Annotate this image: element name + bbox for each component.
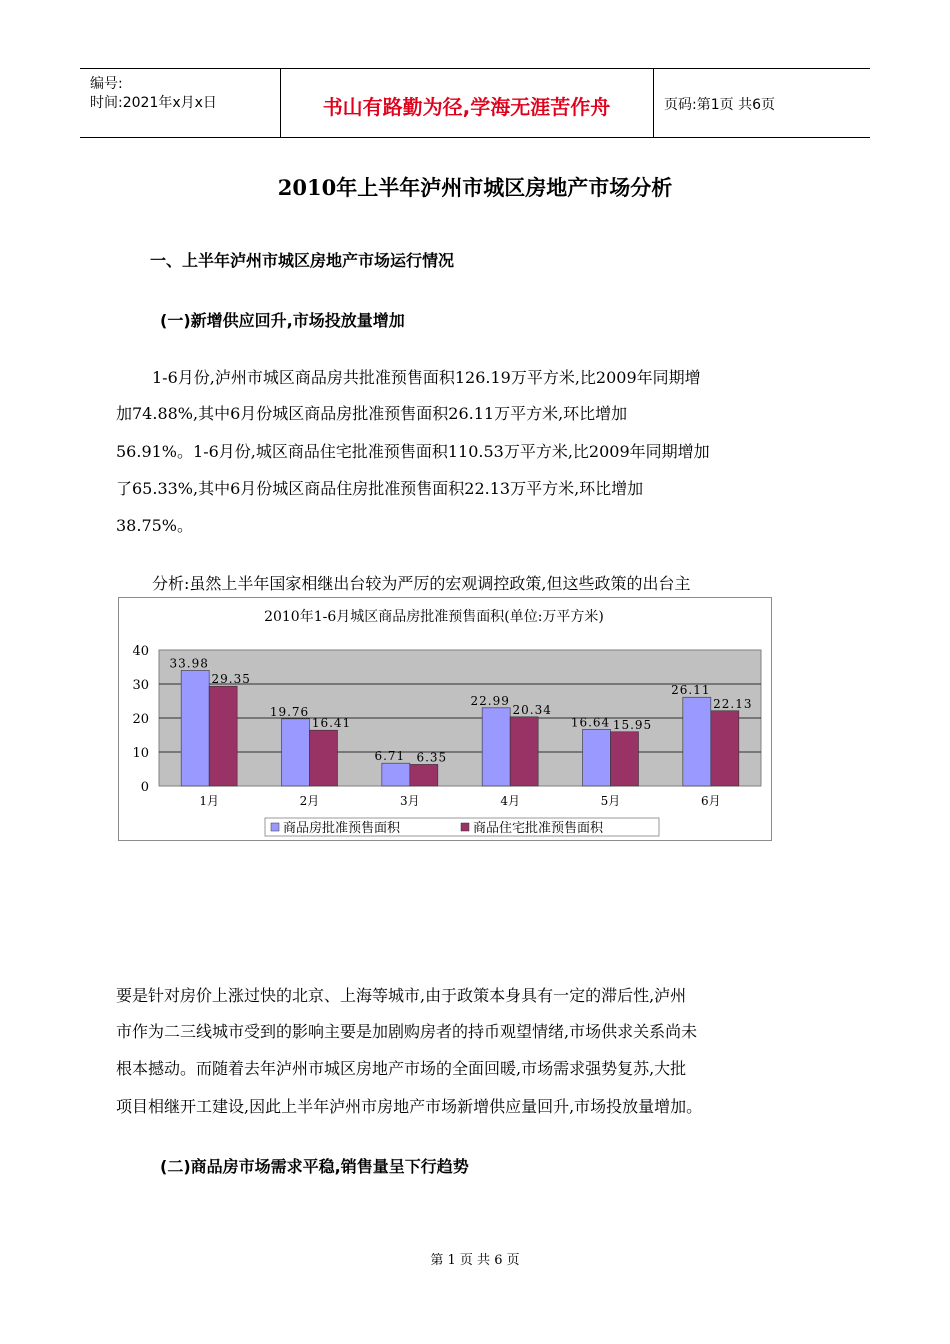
bar [510, 717, 538, 786]
data-label: 16.41 [311, 716, 352, 731]
data-label: 19.76 [269, 704, 310, 719]
paragraph-line: 加74.88%,其中6月份城区商品房批准预售面积26.11万平方米,环比增加 [116, 404, 628, 423]
bar [382, 763, 410, 786]
y-tick-label: 40 [132, 644, 149, 659]
bar [711, 711, 739, 786]
bar [583, 729, 611, 786]
y-tick-label: 20 [132, 712, 149, 727]
x-tick-label: 1月 [199, 794, 219, 808]
data-label: 16.64 [570, 715, 611, 730]
x-tick-label: 2月 [299, 794, 320, 808]
data-label: 6.35 [416, 750, 448, 765]
y-tick-label: 30 [132, 678, 149, 693]
data-label: 29.35 [211, 672, 251, 687]
header-left-cell [80, 69, 281, 137]
data-label: 22.99 [470, 693, 510, 708]
data-label: 6.71 [374, 749, 406, 764]
y-tick-label: 0 [140, 780, 149, 795]
header-motto: 书山有路勤为径,学海无涯苦作舟 [322, 95, 611, 119]
data-label: 22.13 [713, 696, 753, 711]
paragraph-line: 市作为二三线城市受到的影响主要是加剧购房者的持币观望情绪,市场供求关系尚未 [116, 1022, 698, 1041]
page-title: 2010年上半年泸州市城区房地产市场分析 [277, 175, 673, 200]
bar [683, 697, 711, 786]
header-middle-cell [280, 69, 654, 137]
subsection-heading-2: (二)商品房市场需求平稳,销售量呈下行趋势 [160, 1157, 469, 1176]
x-tick-label: 5月 [600, 794, 621, 808]
legend-swatch [271, 823, 279, 831]
bar [181, 670, 209, 786]
paragraph-line: 项目相继开工建设,因此上半年泸州市房地产市场新增供应量回升,市场投放量增加。 [116, 1097, 703, 1116]
legend-swatch [461, 823, 469, 831]
page-footer: 第 1 页 共 6 页 [430, 1253, 520, 1268]
data-label: 15.95 [612, 717, 653, 732]
header-right-cell [654, 69, 870, 137]
chart-title: 2010年1-6月城区商品房批准预售面积(单位:万平方米) [264, 609, 604, 625]
data-label: 33.98 [169, 656, 209, 671]
chart-canvas [119, 598, 771, 840]
number-label: 编号: [90, 76, 123, 92]
document-header [80, 68, 870, 138]
header-page-info: 页码:第1页 共6页 [664, 97, 775, 113]
paragraph-line: 根本撼动。而随着去年泸州市城区房地产市场的全面回暖,市场需求强势复苏,大批 [116, 1059, 687, 1078]
bar [611, 732, 639, 786]
x-tick-label: 6月 [701, 794, 721, 808]
x-tick-label: 3月 [400, 794, 420, 808]
paragraph-line: 56.91%。1-6月份,城区商品住宅批准预售面积110.53万平方米,比2009年同期增加 [116, 442, 710, 461]
paragraph-line: 了65.33%,其中6月份城区商品住房批准预售面积22.13万平方米,环比增加 [116, 479, 644, 498]
data-label: 26.11 [671, 683, 711, 698]
bar [482, 708, 510, 786]
paragraph-line: 要是针对房价上涨过快的北京、上海等城市,由于政策本身具有一定的滞后性,泸州 [116, 986, 687, 1005]
legend-label: 商品住宅批准预售面积 [473, 821, 604, 836]
bar [209, 686, 237, 786]
data-label: 20.34 [512, 702, 552, 717]
date-label: 时间:2021年x月x日 [90, 95, 217, 111]
legend-label: 商品房批准预售面积 [283, 821, 401, 836]
paragraph-line: 分析:虽然上半年国家相继出台较为严厉的宏观调控政策,但这些政策的出台主 [152, 574, 691, 593]
section-heading: 一、上半年泸州市城区房地产市场运行情况 [150, 251, 455, 270]
paragraph-line: 1-6月份,泸州市城区商品房共批准预售面积126.19万平方米,比2009年同期增 [152, 368, 701, 387]
x-tick-label: 4月 [500, 794, 520, 808]
bar [410, 764, 438, 786]
bar [282, 719, 310, 786]
bar-chart [118, 597, 772, 841]
y-tick-label: 10 [132, 746, 149, 761]
paragraph-line: 38.75%。 [116, 516, 194, 535]
bar [310, 730, 338, 786]
subsection-heading-1: (一)新增供应回升,市场投放量增加 [160, 311, 405, 330]
